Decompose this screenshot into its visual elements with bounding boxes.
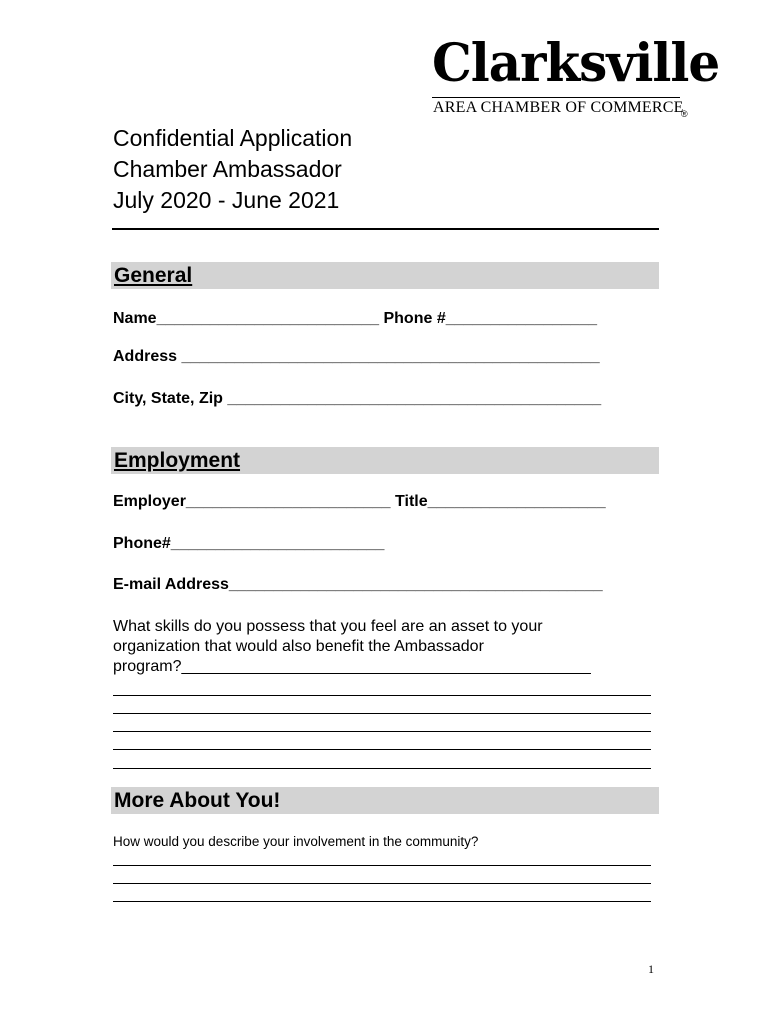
document-title [113, 123, 352, 216]
name-phone-field[interactable]: Name_________________________ Phone #_________________ [113, 310, 597, 327]
address-field[interactable]: Address _______________________________________________ [113, 348, 600, 365]
section-heading-more-about-you: More About You! [114, 789, 281, 812]
skills-answer-line[interactable] [113, 731, 651, 732]
involvement-answer-line[interactable] [113, 883, 651, 884]
involvement-answer-line[interactable] [113, 865, 651, 866]
skills-question-line-3[interactable]: program?______________________________________________ [113, 658, 591, 675]
email-field[interactable]: E-mail Address__________________________________________ [113, 576, 603, 593]
section-bar-general [111, 262, 659, 289]
logo-wordmark: Clarksville [432, 31, 720, 94]
employer-title-field[interactable]: Employer_______________________ Title____________________ [113, 493, 606, 510]
skills-question-line-2: organization that would also benefit the Ambassador [113, 638, 484, 655]
skills-answer-line[interactable] [113, 749, 651, 750]
title-divider [112, 228, 659, 230]
skills-answer-line[interactable] [113, 713, 651, 714]
title-line-3: July 2020 - June 2021 [113, 187, 340, 213]
skills-answer-line[interactable] [113, 768, 651, 769]
logo-subtitle: AREA CHAMBER OF COMMERCE [433, 99, 684, 116]
city-state-zip-field[interactable]: City, State, Zip __________________________________________ [113, 390, 602, 407]
involvement-question: How would you describe your involvement in the community? [113, 834, 479, 849]
section-heading-employment: Employment [114, 449, 241, 472]
employment-phone-field[interactable]: Phone#________________________ [113, 535, 385, 552]
registered-mark: ® [681, 109, 688, 119]
skills-question-line-1: What skills do you possess that you feel are an asset to your [113, 618, 543, 635]
title-line-1: Confidential Application [113, 125, 353, 151]
skills-answer-line[interactable] [113, 695, 651, 696]
title-line-2: Chamber Ambassador [113, 156, 342, 182]
section-heading-general: General [114, 264, 193, 287]
involvement-answer-line[interactable] [113, 901, 651, 902]
logo-divider [432, 97, 680, 98]
page-number: 1 [648, 962, 654, 976]
